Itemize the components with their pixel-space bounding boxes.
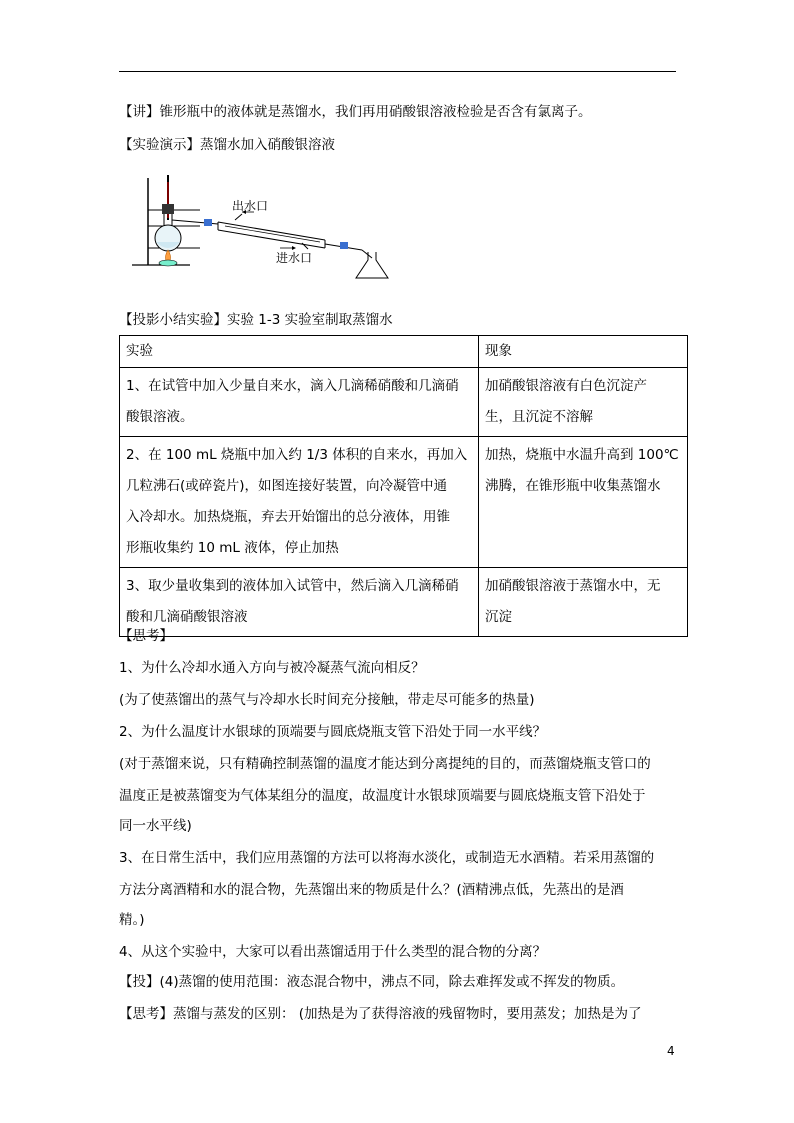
thinking2-text: 蒸馏与蒸发的区别： (加热是为了获得溶液的残留物时，要用蒸发；加热是为了 xyxy=(173,1006,642,1022)
question-3-line-2: 方法分离酒精和水的混合物，先蒸馏出来的物质是什么？(酒精沸点低，先蒸出的是酒 xyxy=(119,882,624,898)
table-row xyxy=(120,368,688,437)
table-header-row xyxy=(120,336,688,368)
experiment-cell xyxy=(120,568,479,637)
table-row xyxy=(120,568,688,637)
distillation-apparatus-diagram xyxy=(130,170,400,285)
question-1: 1、为什么冷却水通入方向与被冷凝蒸气流向相反？ xyxy=(119,660,425,676)
table-row xyxy=(120,437,688,568)
cell-line: 沉淀 xyxy=(485,609,512,625)
experiment-table xyxy=(119,335,688,637)
summary-line xyxy=(119,311,393,329)
cell-line: 形瓶收集约 10 mL 液体，停止加热 xyxy=(126,540,339,556)
projection-line xyxy=(119,973,624,991)
summary-text: 实验 1-3 实验室制取蒸馏水 xyxy=(227,312,393,328)
answer-2-line-3: 同一水平线) xyxy=(119,818,192,834)
cell-line: 生，且沉淀不溶解 xyxy=(485,409,593,425)
phenomenon-cell xyxy=(479,568,688,637)
thinking2-tag: 【思考】 xyxy=(119,1006,173,1022)
cell-line: 加热，烧瓶中水温升高到 100℃ xyxy=(485,447,679,463)
answer-2-line-1: (对于蒸馏来说，只有精确控制蒸馏的温度才能达到分离提纯的目的，而蒸馏烧瓶支管口的 xyxy=(119,756,651,772)
answer-2-line-2: 温度正是被蒸馏变为气体某组分的温度，故温度计水银球顶端要与圆底烧瓶支管下沿处于 xyxy=(119,788,646,804)
demo-line xyxy=(119,136,335,154)
inlet-label: 进水口 xyxy=(276,251,313,265)
demo-text: 蒸馏水加入硝酸银溶液 xyxy=(200,137,335,153)
summary-tag: 【投影小结实验】 xyxy=(119,312,227,328)
header-rule xyxy=(119,71,676,72)
cell-line: 2、在 100 mL 烧瓶中加入约 1/3 体积的自来水，再加入 xyxy=(126,447,468,463)
question-3-line-1: 3、在日常生活中，我们应用蒸馏的方法可以将海水淡化，或制造无水酒精。若采用蒸馏的 xyxy=(119,850,655,866)
thinking-tag: 【思考】 xyxy=(119,628,173,644)
question-3-line-3: 精。) xyxy=(119,912,145,928)
cell-line: 酸银溶液。 xyxy=(126,409,194,425)
thinking2-line xyxy=(119,1005,642,1023)
page-number: 4 xyxy=(667,1044,675,1058)
cell-line: 入冷却水。加热烧瓶，弃去开始馏出的总分液体，用锥 xyxy=(126,509,450,525)
header-phenomenon: 现象 xyxy=(479,336,688,368)
projection-tag: 【投】 xyxy=(119,974,160,990)
cell-line: 沸腾，在锥形瓶中收集蒸馏水 xyxy=(485,478,661,494)
lecture-line xyxy=(119,103,592,121)
question-4: 4、从这个实验中，大家可以看出蒸馏适用于什么类型的混合物的分离？ xyxy=(119,944,547,960)
lecture-text: 锥形瓶中的液体就是蒸馏水，我们再用硝酸银溶液检验是否含有氯离子。 xyxy=(159,104,592,120)
answer-1: (为了使蒸馏出的蒸气与冷却水长时间充分接触，带走尽可能多的热量) xyxy=(119,692,535,708)
demo-tag: 【实验演示】 xyxy=(119,137,200,153)
header-experiment: 实验 xyxy=(120,336,479,368)
cell-line: 酸和几滴硝酸银溶液 xyxy=(126,609,248,625)
cell-line: 1、在试管中加入少量自来水，滴入几滴稀硝酸和几滴硝 xyxy=(126,378,459,394)
cell-line: 加硝酸银溶液于蒸馏水中，无 xyxy=(485,578,661,594)
experiment-cell xyxy=(120,368,479,437)
phenomenon-cell xyxy=(479,437,688,568)
projection-text: (4)蒸馏的使用范围：液态混合物中，沸点不同，除去难挥发或不挥发的物质。 xyxy=(159,974,625,990)
experiment-cell xyxy=(120,437,479,568)
cell-line: 几粒沸石(或碎瓷片)，如图连接好装置，向冷凝管中通 xyxy=(126,478,448,494)
cell-line: 3、取少量收集到的液体加入试管中，然后滴入几滴稀硝 xyxy=(126,578,459,594)
lecture-tag: 【讲】 xyxy=(119,104,160,120)
question-2: 2、为什么温度计水银球的顶端要与圆底烧瓶支管下沿处于同一水平线？ xyxy=(119,724,547,740)
phenomenon-cell xyxy=(479,368,688,437)
outlet-label: 出水口 xyxy=(232,199,269,213)
cell-line: 加硝酸银溶液有白色沉淀产 xyxy=(485,378,647,394)
